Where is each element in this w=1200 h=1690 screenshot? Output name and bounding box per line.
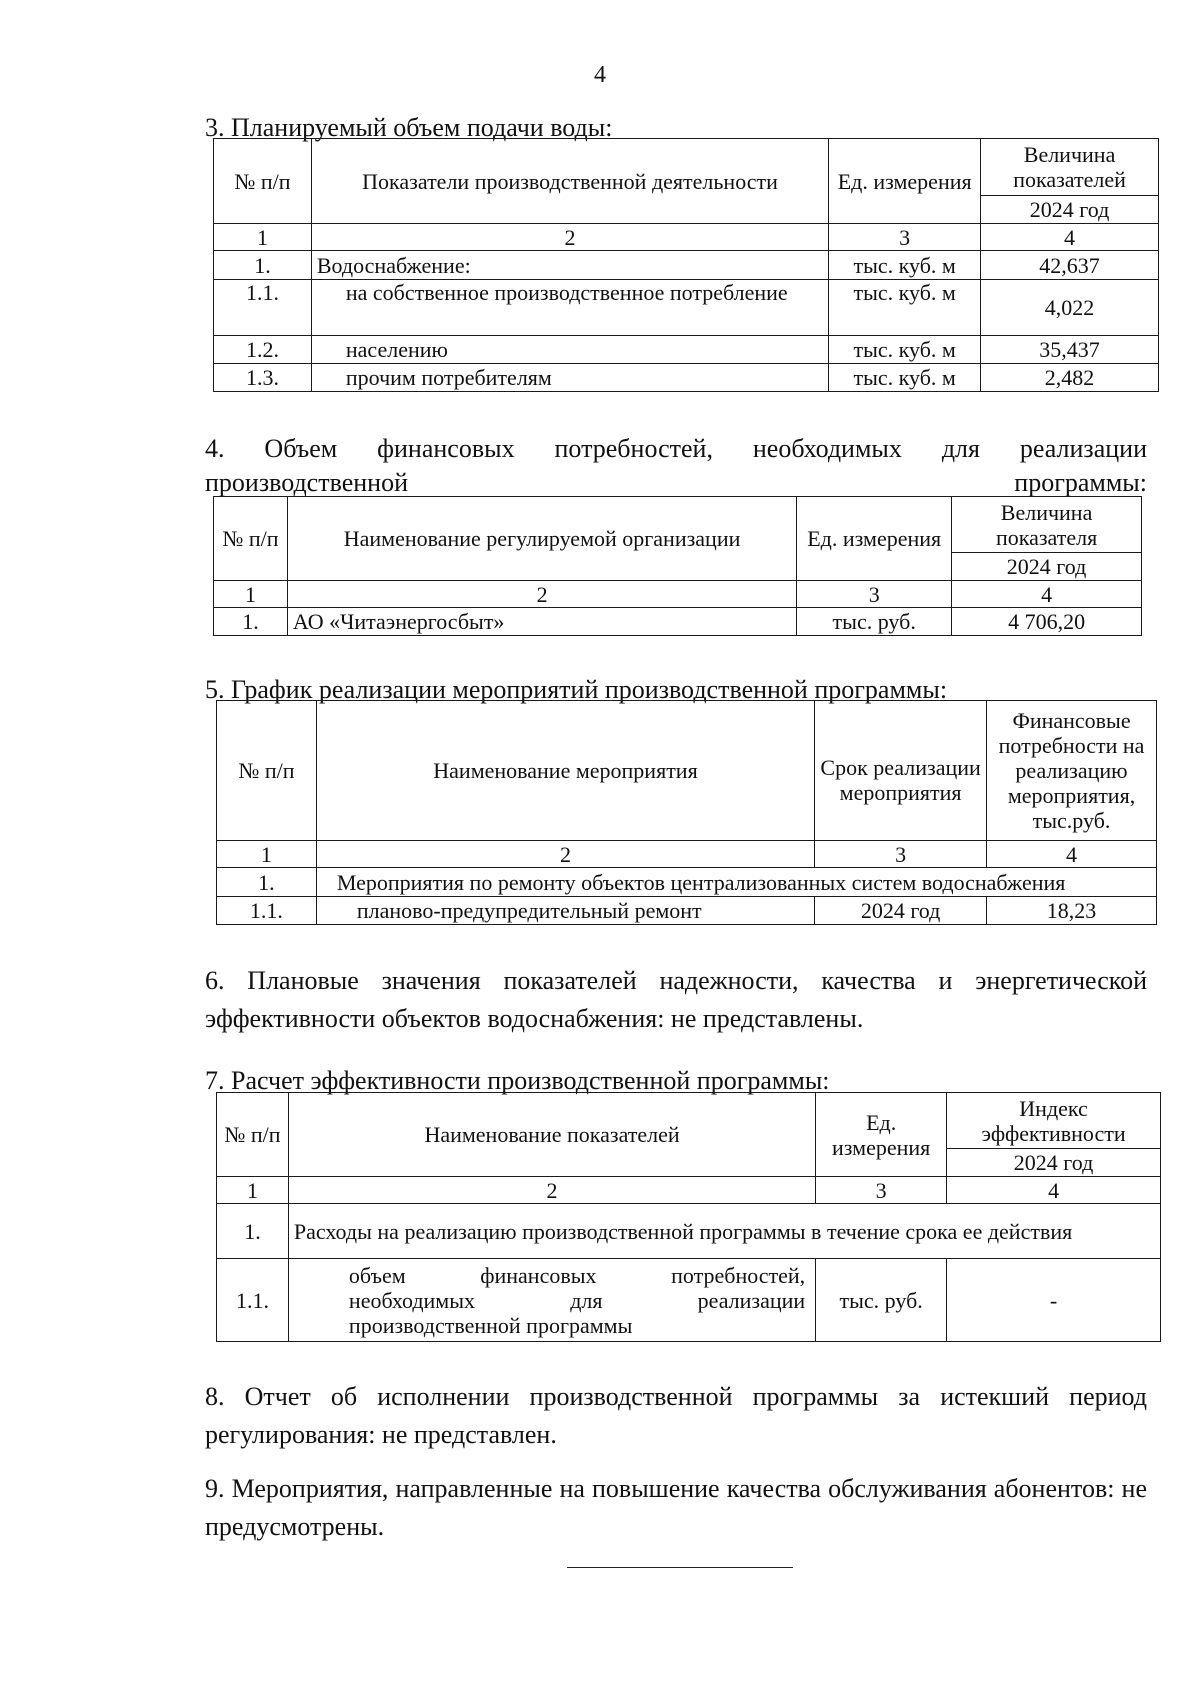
row-name <box>288 1259 815 1342</box>
row-value: 35,437 <box>981 336 1159 364</box>
col-header-name: Показатели производственной деятельности <box>311 139 828 224</box>
row-name-line: объем финансовых потребностей, <box>348 1262 806 1288</box>
table-row <box>214 364 1159 392</box>
row-name: АО «Читаэнергосбыт» <box>287 608 796 636</box>
col-header-unit: Ед. измерения <box>797 497 952 581</box>
row-value: 4 706,20 <box>952 608 1142 636</box>
row-no: 1. <box>217 868 317 897</box>
table-row <box>214 608 1142 636</box>
table-row <box>217 1259 1161 1342</box>
column-number-row <box>217 841 1157 868</box>
row-no: 1.1. <box>217 1259 289 1342</box>
section-4-title: 4. Объем финансовых потребностей, необходимых для реализации производственной программы: <box>205 434 1147 497</box>
col-number: 4 <box>987 841 1157 868</box>
row-value: - <box>947 1259 1161 1342</box>
group-row <box>217 868 1157 897</box>
col-number: 4 <box>981 224 1159 251</box>
col-header-name: Наименование показателей <box>288 1093 815 1177</box>
row-unit: тыс. руб. <box>797 608 952 636</box>
col-header-unit: Ед. измерения <box>816 1093 947 1177</box>
column-number-row <box>214 224 1159 251</box>
col-header-no: № п/п <box>214 139 312 224</box>
group-name: Мероприятия по ремонту объектов централизованных систем водоснабжения <box>316 868 1156 897</box>
col-header-year: 2024 год <box>947 1149 1161 1177</box>
table-row <box>214 280 1159 336</box>
row-value: 42,637 <box>981 251 1159 280</box>
row-name: населению <box>311 336 828 364</box>
col-number: 3 <box>797 581 952 608</box>
row-no: 1.1. <box>214 280 312 336</box>
table-row <box>214 251 1159 280</box>
row-unit: тыс. куб. м <box>829 364 981 392</box>
end-divider-line <box>567 1567 793 1568</box>
efficiency-table <box>216 1092 1161 1342</box>
row-no: 1. <box>214 251 312 280</box>
row-value: 2,482 <box>981 364 1159 392</box>
table-row <box>214 336 1159 364</box>
section-7-title: 7. Расчет эффективности производственной программы: <box>205 1066 830 1095</box>
row-term: 2024 год <box>815 897 987 925</box>
col-number: 2 <box>288 1177 815 1204</box>
row-name: на собственное производственное потребление <box>311 280 828 336</box>
col-number: 1 <box>214 581 288 608</box>
col-header-name: Наименование мероприятия <box>316 701 814 841</box>
row-unit: тыс. руб. <box>816 1259 947 1342</box>
row-no: 1.3. <box>214 364 312 392</box>
row-finance: 18,23 <box>987 897 1157 925</box>
row-value: 4,022 <box>981 280 1159 336</box>
col-header-value: Индекс эффективности <box>947 1093 1161 1149</box>
col-number: 1 <box>214 224 312 251</box>
col-number: 2 <box>287 581 796 608</box>
col-number: 2 <box>311 224 828 251</box>
col-header-finance: Финансовые потребности на реализацию мероприятия, тыс.руб. <box>987 701 1157 841</box>
row-unit: тыс. куб. м <box>829 251 981 280</box>
col-number: 3 <box>816 1177 947 1204</box>
col-number: 3 <box>815 841 987 868</box>
col-number: 3 <box>829 224 981 251</box>
water-supply-table <box>213 138 1159 392</box>
row-name-line: производственной программы <box>348 1312 633 1338</box>
section-8-text: 8. Отчет об исполнении производственной программы за истекший период регулирования: не представлен. <box>205 1382 1147 1449</box>
row-no: 1.1. <box>217 897 317 925</box>
col-header-year: 2024 год <box>981 196 1159 224</box>
table-row <box>217 897 1157 925</box>
group-name: Расходы на реализацию производственной программы в течение срока ее действия <box>288 1204 1160 1259</box>
col-header-year: 2024 год <box>952 553 1142 581</box>
col-header-no: № п/п <box>217 701 317 841</box>
col-header-value: Величина показателя <box>952 497 1142 553</box>
row-name: прочим потребителям <box>311 364 828 392</box>
column-number-row <box>214 581 1142 608</box>
group-row <box>217 1204 1161 1259</box>
section-5-title: 5. График реализации мероприятий производственной программы: <box>205 675 948 704</box>
row-name: Водоснабжение: <box>311 251 828 280</box>
page-number: 4 <box>594 62 606 88</box>
section-6-text: 6. Плановые значения показателей надежности, качества и энергетической эффективности объектов водоснабжения: не представлены. <box>205 966 1147 1033</box>
row-name: планово-предупредительный ремонт <box>316 897 814 925</box>
row-no: 1.2. <box>214 336 312 364</box>
row-name-line: необходимых для реализации <box>348 1287 806 1313</box>
schedule-table <box>216 700 1157 925</box>
col-header-no: № п/п <box>217 1093 289 1177</box>
col-header-value: Величина показателей <box>981 139 1159 196</box>
column-number-row <box>217 1177 1161 1204</box>
col-number: 2 <box>316 841 814 868</box>
col-header-no: № п/п <box>214 497 288 581</box>
col-number: 1 <box>217 1177 289 1204</box>
section-3-title: 3. Планируемый объем подачи воды: <box>205 113 613 142</box>
col-number: 4 <box>947 1177 1161 1204</box>
col-number: 1 <box>217 841 317 868</box>
col-number: 4 <box>952 581 1142 608</box>
col-header-name: Наименование регулируемой организации <box>287 497 796 581</box>
col-header-unit: Ед. измерения <box>829 139 981 224</box>
row-no: 1. <box>217 1204 289 1259</box>
row-unit: тыс. куб. м <box>829 336 981 364</box>
row-unit: тыс. куб. м <box>829 280 981 336</box>
row-no: 1. <box>214 608 288 636</box>
section-9-text: 9. Мероприятия, направленные на повышение качества обслуживания абонентов: не предусмотрены. <box>205 1474 1147 1541</box>
financial-needs-table <box>213 496 1142 636</box>
col-header-term: Срок реализации мероприятия <box>815 701 987 841</box>
